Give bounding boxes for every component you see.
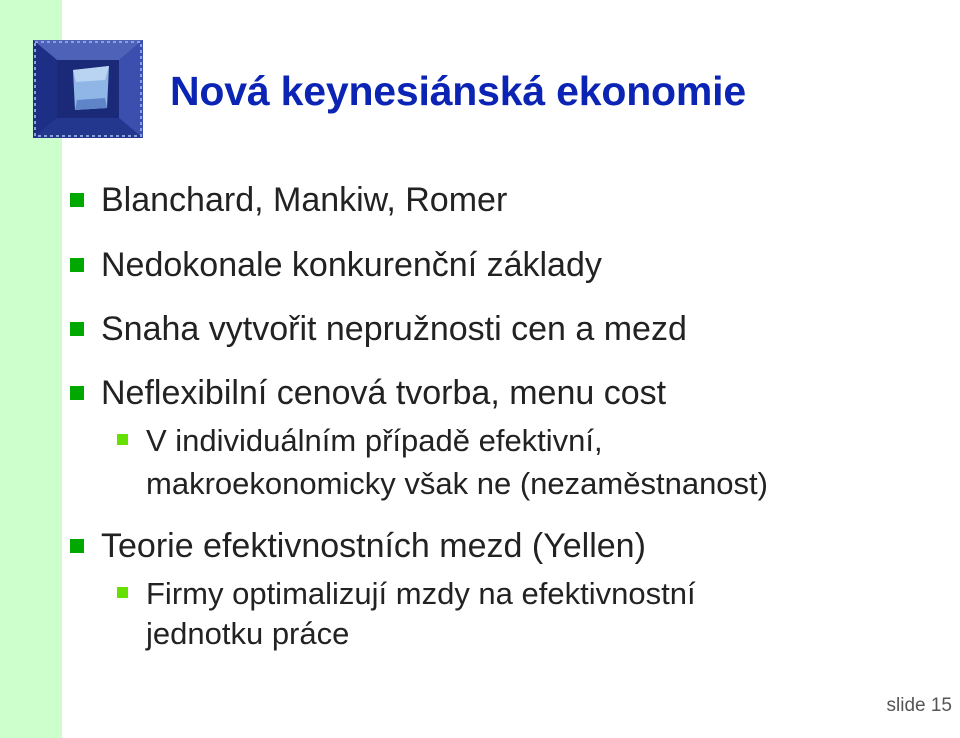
sub-bullet-text-line1: V individuálním případě efektivní,: [146, 423, 603, 458]
sub-bullet-text-line1: Firmy optimalizují mzdy na efektivnostní: [146, 576, 696, 611]
square-bullet-icon: [70, 258, 84, 272]
bullet-text: Nedokonale konkurenční základy: [101, 246, 602, 284]
window-perspective-logo: [33, 40, 143, 138]
square-bullet-icon: [70, 539, 84, 553]
square-sub-bullet-icon: [117, 434, 128, 445]
sub-bullet-text-line2: makroekonomicky však ne (nezaměstnanost): [146, 466, 768, 501]
bullet-text: Teorie efektivnostních mezd (Yellen): [101, 527, 646, 565]
square-bullet-icon: [70, 386, 84, 400]
slide-number: slide 15: [886, 695, 952, 716]
square-bullet-icon: [70, 193, 84, 207]
bullet-text: Neflexibilní cenová tvorba, menu cost: [101, 374, 667, 412]
square-bullet-icon: [70, 322, 84, 336]
sub-bullet-text-line2: jednotku práce: [146, 616, 350, 651]
bullet-text: Snaha vytvořit nepružnosti cen a mezd: [101, 310, 687, 348]
square-sub-bullet-icon: [117, 587, 128, 598]
bullet-text: Blanchard, Mankiw, Romer: [101, 181, 508, 219]
slide-title: Nová keynesiánská ekonomie: [170, 68, 746, 114]
